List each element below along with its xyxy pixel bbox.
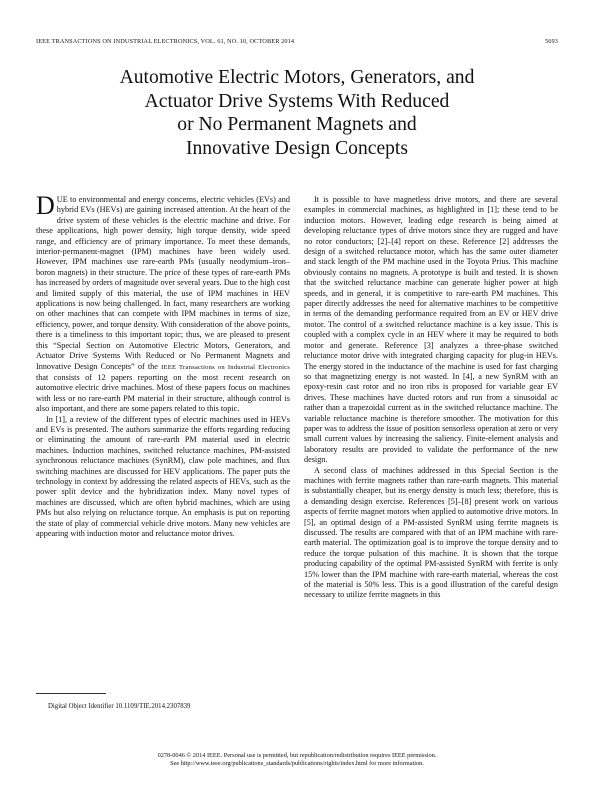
- paragraph-ferrite: A second class of machines addressed in this Special Section is the machines with ferrite magnets rather than rare-earth magnets. This material is substantially cheaper, but its energy density is much less; therefore, this is a demanding design exercise. References [5]–[8] present work on various aspects of ferrite magnet motors when applied to automotive drive motors. In [5], an optimal design of a PM-assisted SynRM using ferrite magnets is discussed. The results are compared with that of an IPM machine with rare-earth material. The optimization goal is to improve the torque density and to reduce the torque pulsation of this machine. It is shown that the torque producing capability of the optimal PM-assisted SynRM with ferrite is only 15% lower than the IPM machine with rare-earth material, whereas the cost of the material is 50% less. This is a good illustration of the careful design necessary to utilize ferrite magnets in this: [304, 465, 558, 600]
- running-header: [36, 38, 558, 48]
- intro-text-a: UE to environmental and energy concerns, electric vehicles (EVs) and hybrid EVs (HEVs) are gaining increased attention. At the heart of the drive system of these vehicles is the electric machine and drive. For these applications, high power density, high torque density, wide speed range, and efficiency are of primary importance. To meet these demands, interior-permanent-magnet (IPM) machines have been widely used. However, IPM machines use rare-earth PMs (usually neodymium–iron–boron magnets) in their structure. The price of these types of rare-earth PMs has increased by orders of magnitude over several years. Due to the high cost and limited supply of this material, the use of IPM machines in HEV applications is now being challenged. In fact, many researchers are working on other machines that can compete with IPM machines in terms of size, efficiency, power, and torque density. With consideration of the above points, there is a timeliness to this important topic; thus, we are pleased to present this “Special Section on Automotive Electric Motors, Generators, and Actuator Drive Systems With Reduced or No Permanent Magnets and Innovative Design Concepts” of the: [36, 195, 290, 371]
- right-column: [304, 195, 558, 684]
- intro-text-b: that consists of 12 papers reporting on the most recent research on automotive electric drive machines. Most of these papers focus on machines with less or no rare-earth PM material in their structure, although control is also important, and there are some papers related to this topic.: [36, 372, 290, 414]
- title-line-3: or No Permanent Magnets and: [177, 114, 417, 135]
- footnote-divider: [36, 693, 106, 694]
- drop-cap: D: [36, 195, 55, 220]
- doi-footnote: Digital Object Identifier 10.1109/TIE.2014.2307839: [48, 703, 191, 710]
- journal-header: IEEE TRANSACTIONS ON INDUSTRIAL ELECTRONICS, VOL. 61, NO. 10, OCTOBER 2014: [36, 38, 295, 45]
- title-line-1: Automotive Electric Motors, Generators, and: [119, 67, 475, 88]
- paragraph-magnetless: It is possible to have magnetless drive motors, and there are several examples in commercial machines, as highlighted in [1]; these tend to be induction motors. However, leading edge research is being aimed at developing reluctance types of drive motors since they are rugged and have no rotor conductors; [2]–[4] report on these. Reference [2] addresses the design of a switched reluctance motor, which has the same outer diameter and stack length of the PM machine used in the Toyota Prius. This machine obviously contains no magnets. A prototype is built and tested. It is shown that the switched reluctance machine can generate higher power at high speeds, and in general, it is competitive to rare-earth PM machines. This paper directly addresses the need for alternative machines to be competitive in terms of the demanding performance required from an EV or HEV drive motor. The control of a switched reluctance machine is a key issue. This is coupled with a complex cycle in an HEV where it may be required to both motor and generate. Reference [3] analyzes a three-phase switched reluctance motor drive with integrated charging capacity for plug-in HEVs. The energy stored in the inductance of the machine is used for fast charging so that magnetizing energy is not wasted. In [4], a new SynRM with an epoxy-resin cast rotor and no iron ribs is proposed for variable gear EV drives. These machines have ducted rotors and run from a sinusoidal ac rather than a trapezoidal current as in the switched reluctance machine. The variable reluctance machine is therefore smoother. The motivation for this paper was to address the issue of position sensorless operation at zero or very small current values by increasing the saliency. Finite-element analysis and laboratory results are provided to validate the performance of the new design.: [304, 195, 558, 465]
- rights-line: See http://www.ieee.org/publications_standards/publications/rights/index.html for more information.: [170, 760, 424, 768]
- copyright-line: 0278-0046 © 2014 IEEE. Personal use is permitted, but republication/redistribution requires IEEE permission.: [157, 752, 437, 759]
- paragraph-intro: [36, 195, 290, 415]
- page-number: 5693: [545, 38, 558, 45]
- title-line-2: Actuator Drive Systems With Reduced: [144, 90, 450, 112]
- paper-title: [60, 66, 534, 160]
- left-column: [36, 195, 290, 665]
- journal-name-smallcaps: IEEE Transactions on Industrial Electronics: [161, 363, 290, 371]
- title-line-4: Innovative Design Concepts: [185, 137, 409, 159]
- copyright-footer: [36, 752, 558, 769]
- paragraph-review: In [1], a review of the different types of electric machines used in HEVs and EVs is presented. The authors summarize the efforts regarding reducing or eliminating the amount of rare-earth PM material used in electric machines. Induction machines, switched reluctance machines, PM-assisted synchronous reluctance machines (SynRM), claw pole machines, and flux switching machines are discussed for HEV applications. The paper puts the technology in context by addressing the related aspects of HEVs, such as the power split device and the hybridization index. Many novel types of machines are discussed, which are often hybrid machines, which are using PMs but also relying on reluctance torque. An emphasis is put on reporting the state of play of commercial vehicle drive motors. Many new vehicles are appearing with induction motor and reluctance motor drives.: [36, 414, 290, 538]
